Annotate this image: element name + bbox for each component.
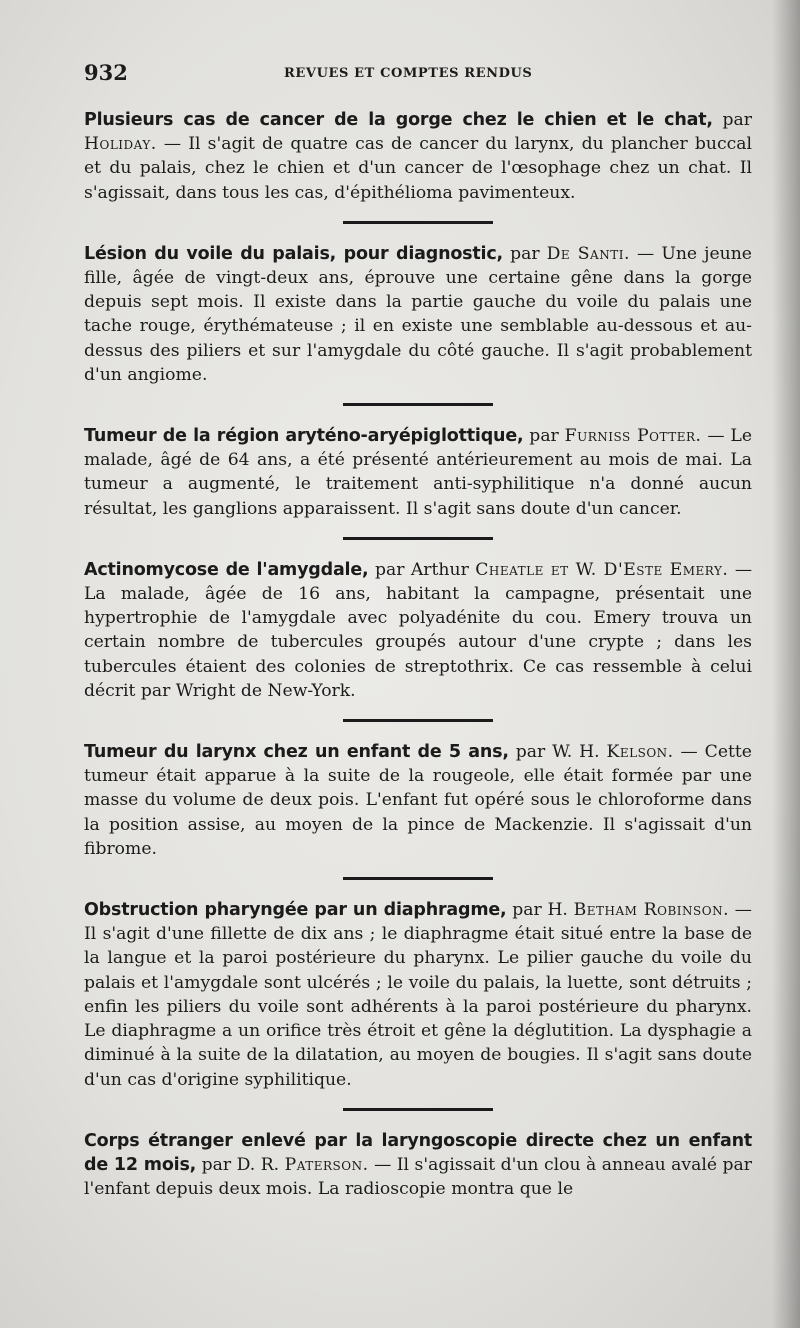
- article-body: — Il s'agit de quatre cas de cancer du larynx, du plancher buccal et du palais, chez le chien et d'un cancer de l'œsophage chez un chat. Il s'agissait, dans tous les cas, d'épithélioma pavimenteux.: [84, 134, 752, 203]
- article-author: W. H.: [552, 742, 607, 763]
- article-aryteno: [84, 424, 752, 521]
- section-divider: [343, 877, 493, 880]
- article-by: par: [506, 900, 548, 921]
- article-author: H.: [547, 900, 574, 921]
- section-divider: [343, 1108, 493, 1111]
- article-body: — Cette tumeur était apparue à la suite de la rougeole, elle était formée par une masse du volume de deux pois. L'enfant fut opéré sous le chloroforme dans la position assise, au moyen de la pince de Mackenzie. Il s'agissait d'un fibrome.: [84, 742, 752, 859]
- article-title: Tumeur de la région aryténo-aryépiglottique,: [84, 426, 524, 447]
- page-number: 932: [84, 60, 128, 85]
- article-author-smallcaps: Holiday.: [84, 134, 157, 155]
- article-body: — Il s'agissait d'un clou à anneau avalé par l'enfant depuis deux mois. La radioscopie montra que le: [84, 1154, 752, 1200]
- article-author-smallcaps: Betham Robinson.: [573, 900, 730, 921]
- article-by: par: [523, 426, 565, 447]
- running-head: REVUES ET COMPTES RENDUS: [284, 66, 533, 81]
- section-divider: [343, 537, 493, 540]
- article-author: Arthur: [410, 559, 476, 580]
- article-list: [84, 108, 752, 1201]
- article-by: par: [508, 742, 553, 763]
- article-author-smallcaps: De Santi.: [546, 243, 630, 264]
- article-title: Tumeur du larynx chez un enfant de 5 ans,: [84, 742, 509, 763]
- article-by: par: [196, 1154, 237, 1175]
- article-corps-etranger: [84, 1129, 752, 1202]
- section-divider: [343, 719, 493, 722]
- article-author-smallcaps: Furniss Potter.: [564, 426, 702, 447]
- page-edge-shadow: [772, 0, 800, 1328]
- article-body: — La malade, âgée de 16 ans, habitant la campagne, présentait une hypertrophie de l'amygdale avec polyadénite du cou. Emery trouva un certain nombre de tubercules groupés autour d'une crypte ; dans les tubercules étaient des colonies de streptothrix. Ce cas ressemble à celui décrit par Wright de New-York.: [84, 559, 753, 701]
- article-by: par: [502, 243, 547, 264]
- article-title: Obstruction pharyngée par un diaphragme,: [84, 900, 507, 921]
- article-title: Lésion du voile du palais, pour diagnostic,: [84, 243, 503, 264]
- article-author-smallcaps: Paterson.: [284, 1154, 369, 1175]
- section-divider: [343, 403, 493, 406]
- article-tumeur-larynx: [84, 740, 752, 861]
- article-obstruction-pharyngee: [84, 898, 752, 1092]
- article-author-smallcaps: Cheatle et W. D'Este Emery.: [475, 559, 729, 580]
- page-header: [84, 60, 752, 90]
- article-author-smallcaps: Kelson.: [606, 742, 674, 763]
- article-voile-palais: [84, 242, 752, 387]
- article-gorge-chien-chat: [84, 108, 752, 205]
- article-by: par: [368, 559, 411, 580]
- article-body: — Le malade, âgé de 64 ans, a été présenté antérieurement au mois de mai. La tumeur a augmenté, le traitement anti-syphilitique n'a donné aucun résultat, les ganglions apparaissent. Il s'agit sans doute d'un cancer.: [84, 426, 752, 519]
- article-title: Corps étranger enlevé par la laryngoscopie directe chez un enfant de 12 mois,: [84, 1130, 752, 1175]
- article-actinomycose: [84, 558, 752, 703]
- article-body: — Il s'agit d'une fillette de dix ans ; le diaphragme était situé entre la base de la langue et la paroi postérieure du pharynx. Le pilier gauche du voile du palais et l'amygdale sont ulcérés ; le voile du palais, la luette, sont détruits ; enfin les piliers du voile sont adhérents à la paroi postérieure du pharynx. Le diaphragme a un orifice très étroit et gêne la déglutition. La dysphagie a diminué à la suite de la dilatation, au moyen de bougies. Il s'agit sans doute d'un cas d'origine syphilitique.: [84, 900, 752, 1090]
- article-body: — Une jeune fille, âgée de vingt-deux ans, éprouve une certaine gêne dans la gorge depuis sept mois. Il existe dans la partie gauche du voile du palais une tache rouge, érythémateuse ; il en existe une semblable au-dessous et au-dessus des piliers et sur l'amygdale du côté gauche. Il s'agit probablement d'un angiome.: [84, 243, 752, 385]
- section-divider: [343, 221, 493, 224]
- article-author: D. R.: [236, 1154, 285, 1175]
- article-title: Plusieurs cas de cancer de la gorge chez le chien et le chat,: [84, 110, 713, 130]
- article-title: Actinomycose de l'amygdale,: [84, 559, 369, 580]
- article-by: par: [712, 110, 752, 130]
